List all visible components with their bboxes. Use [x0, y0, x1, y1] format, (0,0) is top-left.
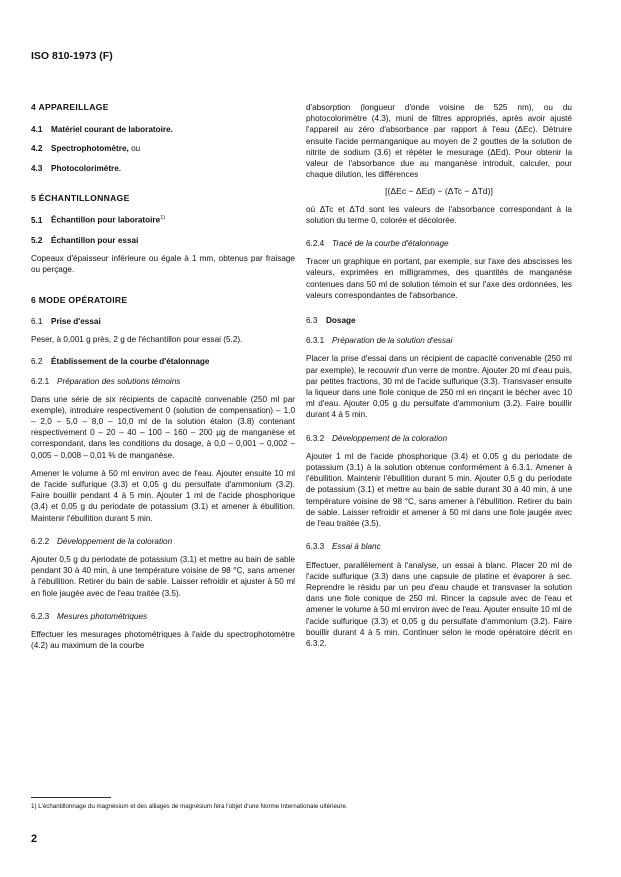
- left-column: [31, 100, 295, 651]
- heading-4-1: 4.1 Matériel courant de laboratoire.: [31, 125, 173, 135]
- footnote-divider: [31, 797, 111, 798]
- paragraph-6-3-1: Placer la prise d'essai dans un récipient de capacité convenable (250 ml par exemple), le recouvrir d'un verre de montre. Ajouter 20 ml d'eau puis, par petites fractions, 30 ml de l'acide sulfurique (3.3). Transvaser ensuite la liqueur dans une fiole conique de 250 ml en rinçant le bécher avec 10 ml d'eau. Ajouter 0,05 g du persulfate d'ammonium (3.2). Faire bouillir durant 4 à 5 min.: [306, 354, 572, 420]
- heading-6-3-3: 6.3.3 Essai à blanc: [306, 542, 381, 552]
- heading-6-2-1: 6.2.1 Préparation des solutions témoins: [31, 377, 181, 387]
- footnote: 1) L'échantillonnage du magnésium et des alliages de magnésium fera l'objet d'une Norme Internationale ultérieure.: [31, 803, 348, 810]
- paragraph-6-2-1-b: Amener le volume à 50 ml environ avec de l'eau. Ajouter ensuite 10 ml de l'acide sulfurique (3.3) et 0,05 g du persulfate d'ammonium (3.2). Faire bouillir pendant 4 à 5 min. Ajouter 1 ml de l'acide phosphorique (3.4) et 0,05 g du periodate de potassium (3.1) et amener à ébullition. Maintenir l'ébullition durant 5 min.: [31, 468, 295, 523]
- heading-6-3-1: 6.3.1 Préparation de la solution d'essai: [306, 336, 453, 346]
- paragraph-6-2-3: Effectuer les mesurages photométriques à l'aide du spectrophotomètre (4.2) au maximum de la courbe: [31, 630, 295, 651]
- heading-6-3: 6.3 Dosage: [306, 316, 356, 326]
- right-column: [306, 102, 572, 649]
- paragraph-6-2-1: Dans une série de six récipients de capacité convenable (250 ml par exemple), introduire respectivement 0 (solution de compensation) – 1,0 – 2,0 – 5,0 – 8,0 – 10,0 ml de la solution étalon (3.8) contenant respectivement 0 – 20 – 40 – 100 – 160 – 200 µg de manganèse et correspondant, dans les conditions du dosage, à 0,0 – 0,001 – 0,002 – 0,005 – 0,008 – 0,01 % de manganèse.: [31, 394, 295, 460]
- heading-6-2-2: 6.2.2 Développement de la coloration: [31, 536, 173, 546]
- paragraph-absorption: d'absorption (longueur d'onde voisine de 525 nm), ou du photocolorimètre (4.3), muni de filtres appropriés, après avoir ajusté l'appareil au zéro d'absorbance par rapport à l'eau (ΔEc). Détruire ensuite l'acide permanganique au moyen de 2 gouttes de la solution de nitrite de sodium (3.6) et répéter le mesurage (ΔEd). Pour obtenir la valeur de l'absorbance due au manganèse introduit, calculer, pour chaque dilution, les différences: [306, 103, 572, 180]
- section-5-title: 5 ÉCHANTILLONNAGE: [31, 192, 130, 203]
- heading-6-3-2: 6.3.2 Développement de la coloration: [306, 433, 448, 443]
- paragraph-6-3-3: Effectuer, parallèlement à l'analyse, un essai à blanc. Placer 20 ml de l'acide sulfurique (3.3) dans une capsule de platine et évaporer à sec. Reprendre le résidu par un peu d'eau chaude et transvaser la solution dans une fiole conique de 250 ml. Rincer la capsule avec de l'eau et amener le volume à 50 ml environ avec de l'eau. Ajouter ensuite 10 ml de l'acide sulfurique (3.3) et 0,05 g du persulfate d'ammonium (3.2). Faire bouillir durant 4 à 5 min. Continuer selon le mode opératoire décrit en 6.3.2.: [306, 560, 572, 648]
- paragraph-6-3-2: Ajouter 1 ml de l'acide phosphorique (3.4) et 0,05 g du periodate de potassium (3.1) à la solution obtenue conformément à 6.3.1. Amener à l'ébullition. Maintenir l'ébullition durant 5 min. Ajouter 0,5 g du periodate de potassium (3.1) et mettre au bain de sable durant 30 à 40 min, à une température voisine de 98 °C, sans amener à l'ébullition. Retirer du bain de sable. Laisser refroidir et amener à 50 ml dans une fiole jaugée avec de l'eau traitée (3.5).: [306, 451, 572, 529]
- heading-6-2: 6.2 Établissement de la courbe d'étalonnage: [31, 357, 210, 367]
- heading-5-2: 5.2 Échantillon pour essai: [31, 235, 139, 245]
- paragraph-formula-explanation: où ΔTc et ΔTd sont les valeurs de l'absorbance correspondant à la solution du terme 0, colorée et décolorée.: [306, 204, 572, 225]
- paragraph-6-2-4: Tracer un graphique en portant, par exemple, sur l'axe des abscisses les valeurs, exprimées en milligrammes, des quantités de manganèse contenues dans 50 ml de solution témoin et sur l'axe des ordonnées, les valeurs correspondantes de l'absorbance.: [306, 257, 572, 300]
- section-4-title: 4 APPAREILLAGE: [31, 102, 109, 112]
- heading-6-2-3: 6.2.3 Mesures photométriques: [31, 611, 148, 621]
- formula: [(ΔEc − ΔEd) − (ΔTc − ΔTd)]: [385, 186, 493, 197]
- section-6-title: 6 MODE OPÉRATOIRE: [31, 294, 128, 305]
- heading-6-1: 6.1 Prise d'essai: [31, 316, 101, 326]
- heading-4-3: 4.3 Photocolorimètre.: [31, 163, 122, 173]
- paragraph-5-2: Copeaux d'épaisseur inférieure ou égale à 1 mm, obtenus par fraisage ou perçage.: [31, 254, 295, 275]
- heading-4-2: 4.2 Spectrophotomètre, ou: [31, 144, 141, 154]
- page-number: 2: [31, 833, 38, 845]
- page-header: ISO 810-1973 (F): [31, 50, 113, 62]
- heading-5-1: 5.1 Échantillon pour laboratoire$^{1)}$: [31, 215, 166, 225]
- paragraph-6-2-2: Ajouter 0,5 g du periodate de potassium (3.1) et mettre au bain de sable pendant 30 à 40 min, à une température voisine de 98 °C, sans amener à l'ébullition. Retirer du bain de sable. Laisser refroidir et ajuster à 50 ml en fiole jaugée avec de l'eau traitée (3.5).: [31, 555, 295, 598]
- heading-6-2-4: 6.2.4 Tracé de la courbe d'étalonnage: [306, 239, 449, 249]
- paragraph-6-1: Peser, à 0,001 g près, 2 g de l'échantillon pour essai (5.2).: [31, 334, 243, 344]
